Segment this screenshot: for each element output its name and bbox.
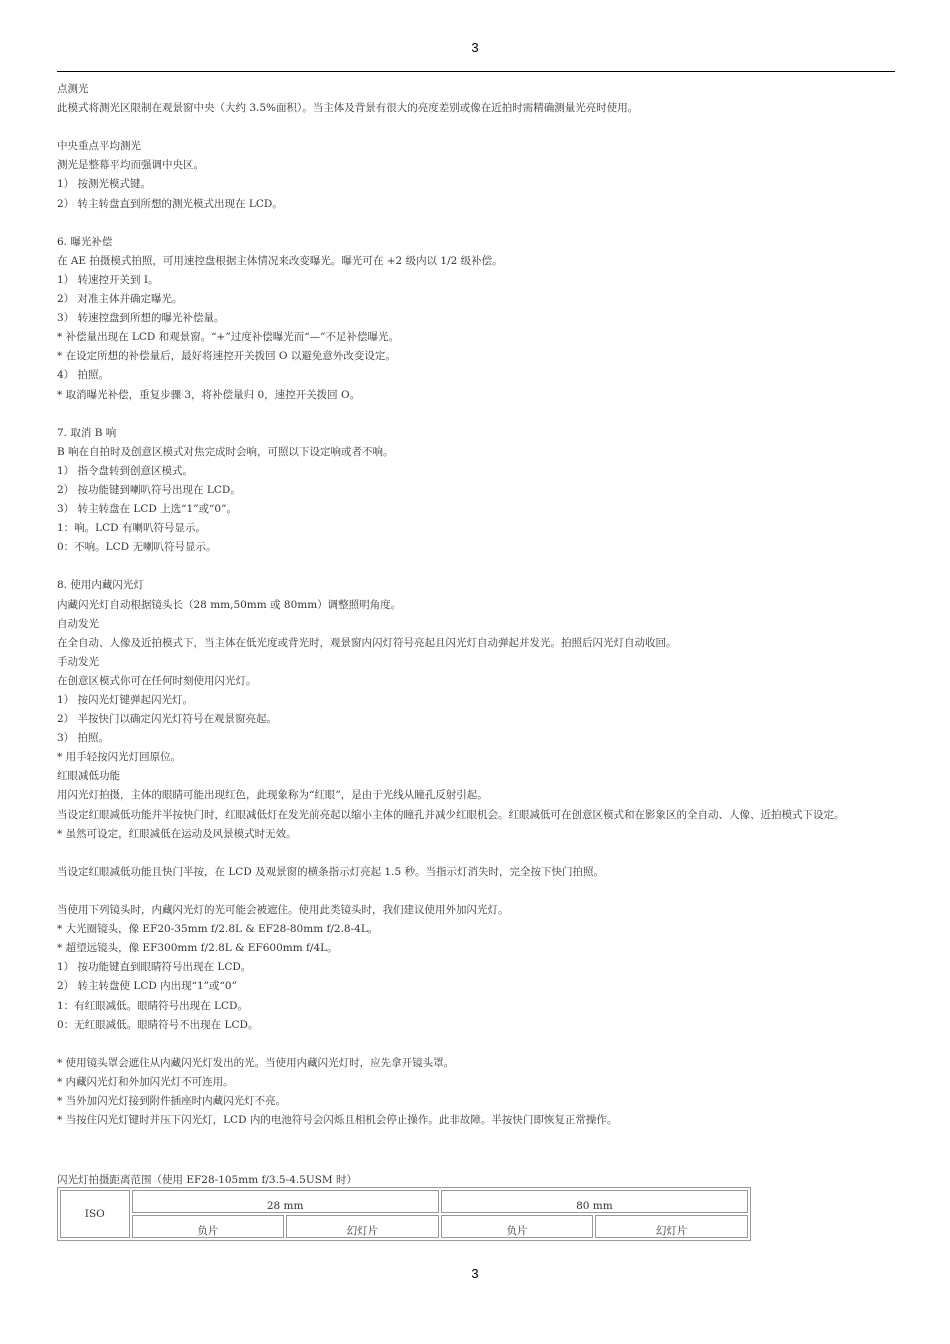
table-header-row: [60, 1190, 748, 1213]
film-type-cell: 负片: [441, 1215, 594, 1238]
text-line: * 使用镜头罩会遮住从内藏闪光灯发出的光。当使用内藏闪光灯时，应先拿开镜头罩。: [57, 1056, 455, 1069]
text-line: 此模式将测光区限制在观景窗中央（大约 3.5%面积）。当主体及背景有很大的亮度差别或像在近拍时需精确测量光亮时使用。: [57, 102, 639, 115]
header-rule: [57, 71, 895, 72]
text-line: 3） 拍照。: [57, 732, 110, 745]
text-line: * 超望远镜头，像 EF300mm f/2.8L & EF600mm f/4L。: [57, 942, 338, 955]
blank-line: [57, 882, 895, 901]
text-line: 8. 使用内藏闪光灯: [57, 579, 144, 592]
focal-length-28-cell: 28 mm: [132, 1190, 439, 1213]
table-subheader-row: [60, 1215, 748, 1238]
text-line: B 响在自拍时及创意区模式对焦完成时会响，可照以下设定响或者不响。: [57, 445, 394, 458]
text-line: 2） 转主转盘直到所想的测光模式出现在 LCD。: [57, 197, 283, 210]
text-line: 中央重点平均测光: [57, 140, 141, 153]
blank-line: [57, 844, 895, 863]
text-line: 3） 转主转盘在 LCD 上选“1”或“0”。: [57, 503, 237, 516]
text-line: 2） 按功能键到喇叭符号出现在 LCD。: [57, 483, 241, 496]
text-line: 1） 按闪光灯键弹起闪光灯。: [57, 694, 194, 706]
text-line: 0：不响。LCD 无喇叭符号显示。: [57, 541, 217, 554]
text-line: 当设定红眼减低功能且快门半按，在 LCD 及观景窗的横条指示灯亮起 1.5 秒。当指示灯消失时，完全按下快门拍照。: [57, 865, 604, 878]
text-line: * 大光圈镜头，像 EF20-35mm f/2.8L & EF28-80mm f/2.8-4L。: [57, 923, 379, 936]
text-line: * 取消曝光补偿，重复步骤 3，将补偿量归 0，速控开关拨回 O。: [57, 388, 361, 401]
film-type-cell: 幻灯片: [286, 1215, 439, 1238]
text-line: 2） 半按快门以确定闪光灯符号在观景窗亮起。: [57, 713, 278, 726]
text-line: 1） 转速控开关到 I。: [57, 273, 159, 286]
text-line: 点测光: [57, 83, 89, 95]
text-line: 6. 曝光补偿: [57, 235, 113, 248]
text-line: * 补偿量出现在 LCD 和观景窗。“+”过度补偿曝光而“—”不足补偿曝光。: [57, 331, 399, 344]
text-line: 0：无红眼减低。眼睛符号不出现在 LCD。: [57, 1018, 259, 1031]
text-line: * 内藏闪光灯和外加闪光灯不可连用。: [57, 1075, 234, 1088]
document-body: [57, 80, 895, 1130]
film-type-cell: 幻灯片: [595, 1215, 748, 1238]
flash-range-table-section: [57, 1173, 751, 1241]
text-line: 用闪光灯拍摄，主体的眼睛可能出现红色，此现象称为“红眼”，是由于光线从瞳孔反射引起。: [57, 789, 488, 802]
blank-line: [57, 405, 895, 424]
table-caption: 闪光灯拍摄距离范围（使用 EF28-105mm f/3.5-4.5USM 时）: [57, 1174, 357, 1186]
text-line: * 在设定所想的补偿量后，最好将速控开关拨回 O 以避免意外改变设定。: [57, 350, 396, 363]
text-line: 1：响。LCD 有喇叭符号显示。: [57, 522, 206, 535]
text-line: 当使用下列镜头时，内藏闪光灯的光可能会被遮住。使用此类镜头时，我们建议使用外加闪光灯。: [57, 904, 509, 917]
focal-length-80-cell: 80 mm: [441, 1190, 748, 1213]
text-line: 在全自动、人像及近拍模式下，当主体在低光度或背光时，观景窗内闪灯符号亮起且闪光灯自动弹起并发光。拍照后闪光灯自动收回。: [57, 636, 677, 649]
text-line: 4） 拍照。: [57, 369, 110, 382]
text-line: * 当外加闪光灯接到附件插座时内藏闪光灯不亮。: [57, 1094, 287, 1107]
page-number-top: 3: [471, 40, 479, 55]
blank-line: [57, 214, 895, 233]
text-line: 1） 按功能键直到眼睛符号出现在 LCD。: [57, 961, 252, 974]
text-line: 1） 指令盘转到创意区模式。: [57, 464, 194, 477]
text-line: * 虽然可设定，红眼减低在运动及风景模式时无效。: [57, 827, 297, 840]
iso-header-cell: ISO: [60, 1190, 130, 1238]
text-line: 3） 转速控盘到所想的曝光补偿量。: [57, 312, 225, 325]
text-line: 手动发光: [57, 655, 99, 668]
text-line: 红眼减低功能: [57, 770, 120, 783]
text-line: 7. 取消 B 响: [57, 426, 117, 439]
text-line: 测光是整幕平均而强调中央区。: [57, 159, 204, 172]
flash-range-table: [57, 1187, 751, 1241]
text-line: 当设定红眼减低功能并半按快门时，红眼减低灯在发光前亮起以缩小主体的瞳孔并减少红眼机会。红眼减低可在创意区模式和在影象区的全自动、人像、近拍模式下设定。: [57, 808, 845, 821]
blank-line: [57, 118, 895, 137]
text-line: 2） 转主转盘使 LCD 内出现“1”或“0”: [57, 980, 237, 993]
text-line: * 用手轻按闪光灯回原位。: [57, 751, 182, 764]
blank-line: [57, 557, 895, 576]
text-line: 1：有红眼减低。眼睛符号出现在 LCD。: [57, 999, 248, 1012]
text-line: 在创意区模式你可在任何时刻使用闪光灯。: [57, 674, 257, 687]
text-line: 内藏闪光灯自动根据镜头长（28 mm,50mm 或 80mm）调整照明角度。: [57, 598, 402, 611]
blank-line: [57, 1035, 895, 1054]
text-line: 1） 按测光模式键。: [57, 178, 152, 191]
text-line: 在 AE 拍摄模式拍照，可用速控盘根据主体情况来改变曝光。曝光可在 +2 级内以 1/2 级补偿。: [57, 254, 503, 267]
text-line: 2） 对准主体并确定曝光。: [57, 293, 183, 306]
page-number-bottom: 3: [471, 1266, 479, 1281]
text-line: * 当按住闪光灯键时并压下闪光灯，LCD 内的电池符号会闪烁且相机会停止操作。此非故障。半按快门即恢复正常操作。: [57, 1114, 618, 1127]
film-type-cell: 负片: [132, 1215, 285, 1238]
text-line: 自动发光: [57, 617, 99, 630]
